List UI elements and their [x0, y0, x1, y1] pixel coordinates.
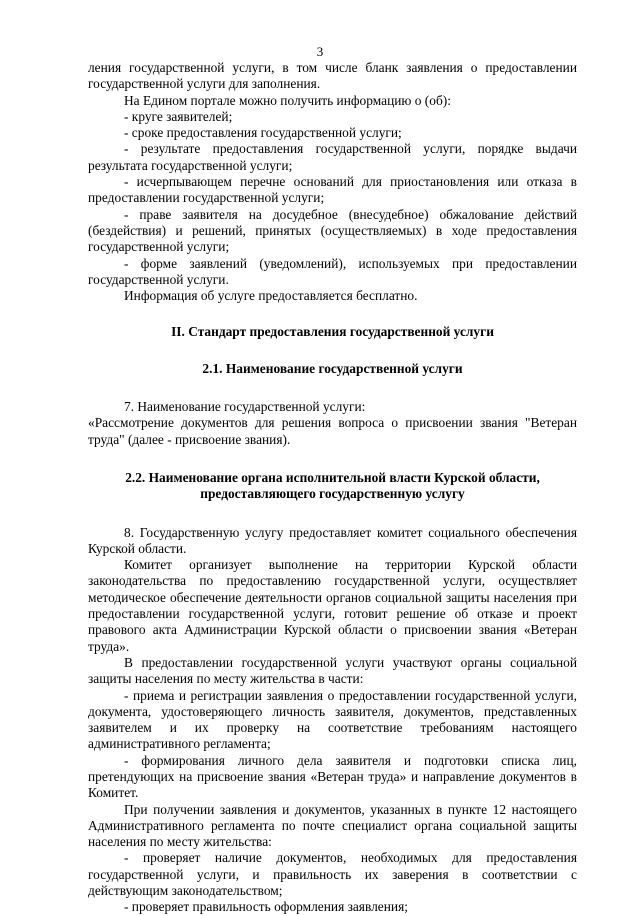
- paragraph: На Едином портале можно получить информацию о (об):: [124, 92, 451, 108]
- spacer: [88, 341, 577, 361]
- list-item: - приема и регистрации заявления о предоставлении государственной услуги, документа, удостоверяющего личность заявителя, документов, представленных заявителем и их проверку на соответствие требованиям настоящего административного регламента;: [88, 687, 577, 752]
- list-item: - результате предоставления государственной услуги, порядке выдачи результата государственной услуги;: [88, 141, 577, 173]
- list-item: - формирования личного дела заявителя и подготовки списка лиц, претендующих на присвоение звания «Ветеран труда» и направление документов в Комитет.: [88, 752, 577, 801]
- spacer: [88, 304, 577, 324]
- list-item: - праве заявителя на досудебное (внесудебное) обжалование действий (бездействия) и решений, принятых (осуществляемых) в ходе предоставления государственной услуги;: [88, 206, 577, 255]
- paragraph: Комитет организует выполнение на территории Курской области законодательства по предоставлению государственной услуги, осуществляет методическое обеспечение деятельности органов социальной защиты населения при предоставлении государственной услуги, готовит решение об отказе и проект правового акта Администрации Курской области о присвоении звания «Ветеран труда».: [88, 557, 577, 654]
- paragraph: 8. Государственную услугу предоставляет комитет социального обеспечения Курской области.: [88, 524, 577, 556]
- section-heading: II. Стандарт предоставления государственной услуги: [171, 324, 494, 340]
- paragraph: В предоставлении государственной услуги участвуют органы социальной защиты населения по месту жительства в части:: [88, 654, 577, 687]
- list-item: - проверяет правильность оформления заявления;: [124, 899, 408, 915]
- list-item: - круге заявителей;: [124, 108, 233, 124]
- spacer: [88, 503, 577, 525]
- paragraph: «Рассмотрение документов для решения вопроса о присвоении звания "Ветеран труда" (далее - присвоение звания).: [88, 415, 577, 447]
- page-number: 3: [316, 44, 324, 59]
- subsection-heading: 2.1. Наименование государственной услуги: [202, 360, 463, 376]
- paragraph: Информация об услуге предоставляется бесплатно.: [124, 288, 418, 304]
- spacer: [88, 377, 577, 399]
- spacer: [88, 448, 577, 470]
- paragraph: 7. Наименование государственной услуги:: [124, 399, 366, 415]
- paragraph: ления государственной услуги, в том числе бланк заявления о предоставлении государственной услуги для заполнения.: [88, 60, 577, 92]
- subsection-heading: предоставляющего государственную услугу: [200, 486, 465, 502]
- document-body: [88, 60, 577, 916]
- list-item: - исчерпывающем перечне оснований для приостановления или отказа в предоставлении государственной услуги;: [88, 174, 577, 206]
- list-item: - сроке предоставления государственной услуги;: [124, 125, 402, 141]
- list-item: - форме заявлений (уведомлений), используемых при предоставлении государственной услуги.: [88, 255, 577, 287]
- subsection-heading: 2.2. Наименование органа исполнительной власти Курской области,: [125, 469, 540, 485]
- paragraph: При получении заявления и документов, указанных в пункте 12 настоящего Административного регламента по почте специалист органа социальной защиты населения по месту жительства:: [88, 801, 577, 850]
- list-item: - проверяет наличие документов, необходимых для предоставления государственной услуги, и правильность их заверения в соответствии с действующим законодательством;: [88, 850, 577, 899]
